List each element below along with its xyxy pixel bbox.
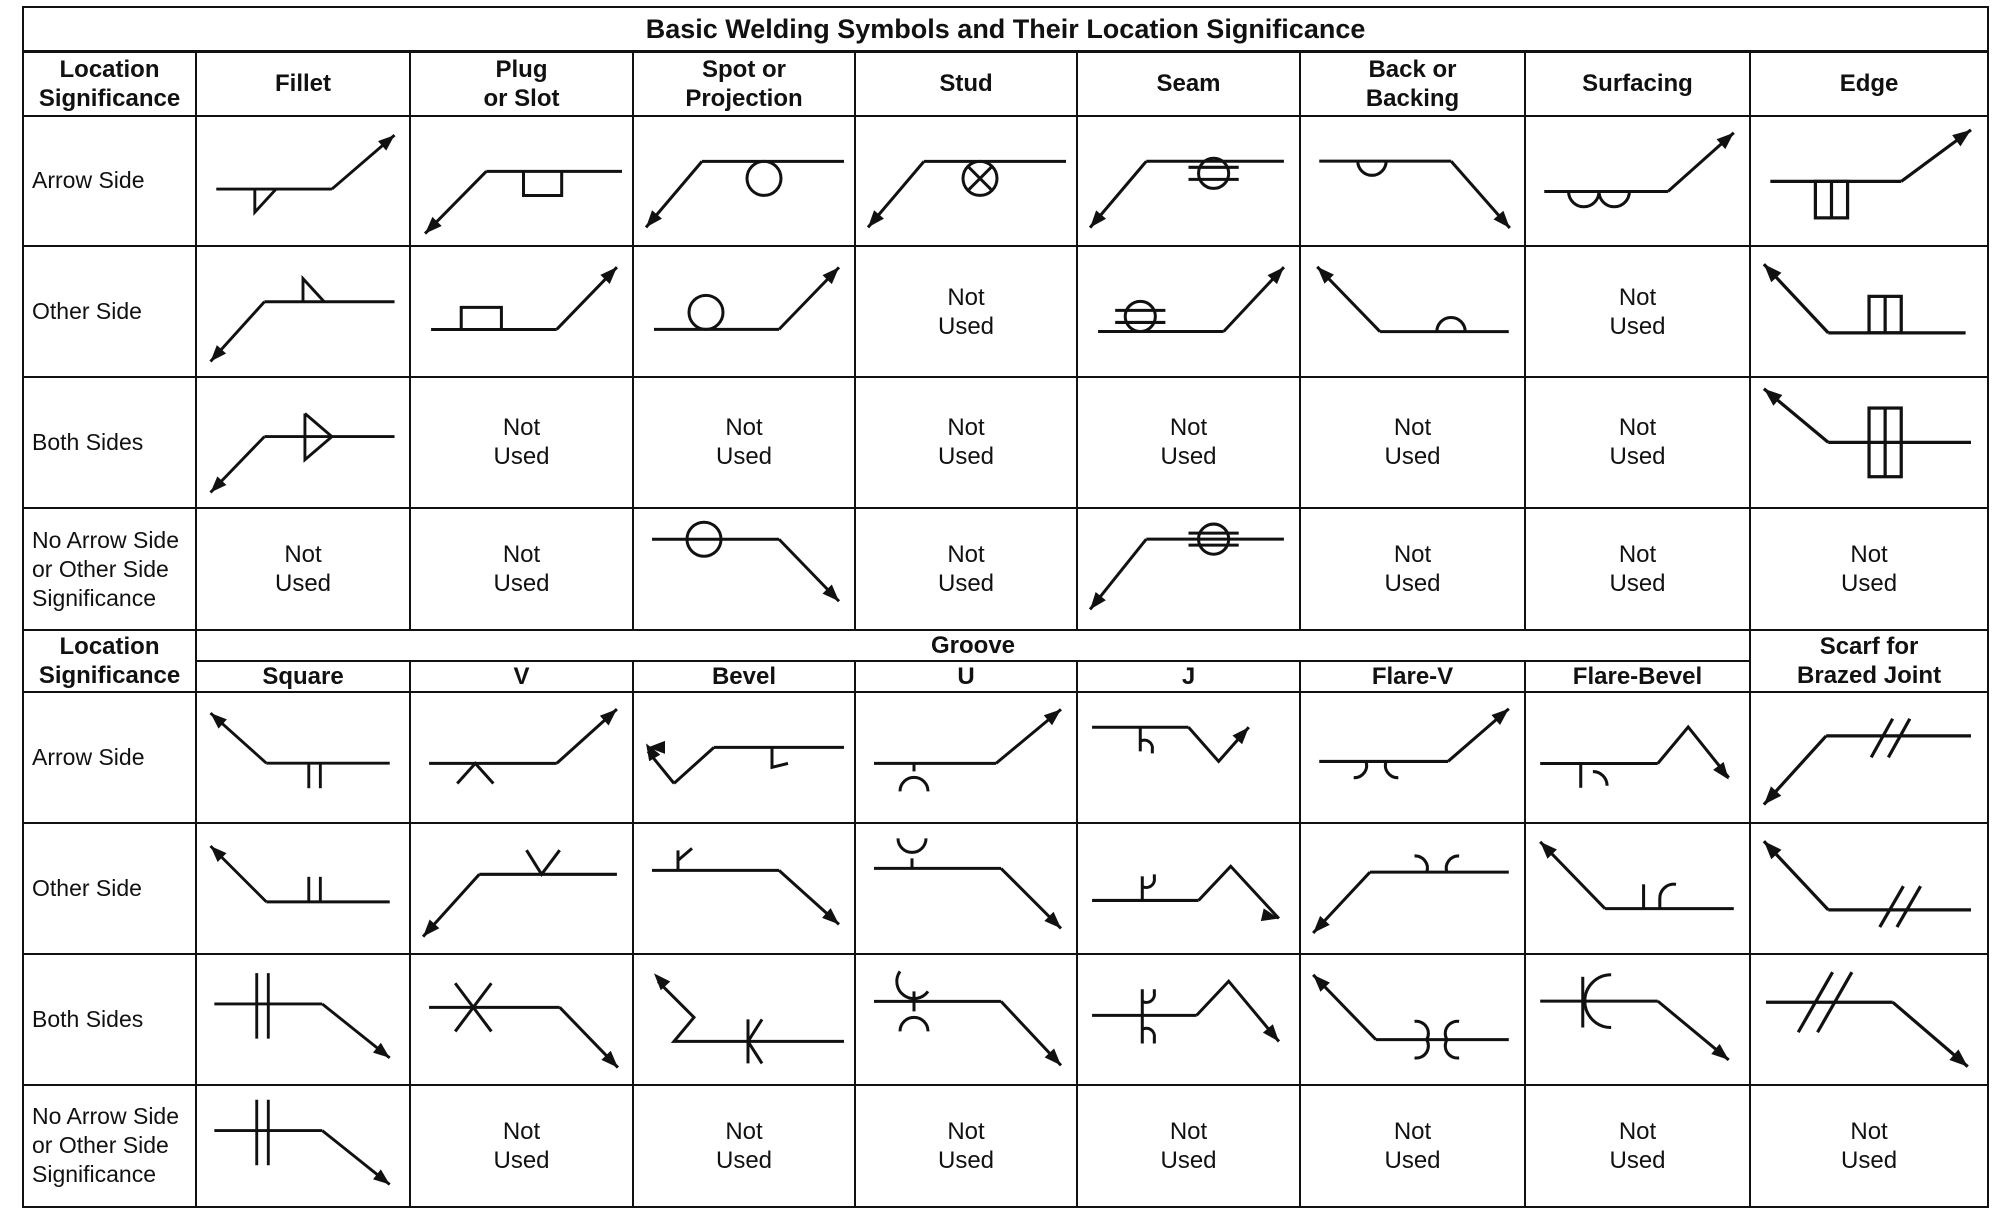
label-line: Brazed Joint [1797, 662, 1942, 690]
label-line: Not [1169, 1117, 1208, 1145]
bevel-arrow-symbol-cell [633, 692, 855, 823]
label-line: Not [284, 541, 322, 569]
edge-arrow-weld-symbol [1751, 117, 1987, 246]
v-other-symbol-cell [410, 823, 633, 954]
label-line: Not [1393, 414, 1432, 442]
label-line: Not [1618, 283, 1657, 311]
label-line: Not [1618, 1117, 1657, 1145]
u-both-symbol-cell [855, 954, 1077, 1085]
fillet-arrow-weld-symbol [197, 117, 409, 246]
surfacing-arrow-weld-symbol [1526, 117, 1749, 246]
label-line: Not [947, 283, 985, 311]
not-used-cell [1300, 377, 1525, 508]
j-arrow-weld-symbol [1078, 693, 1299, 822]
row-label [23, 377, 196, 508]
column-header-back [1300, 52, 1525, 116]
v-other-weld-symbol [411, 824, 632, 953]
seam-none-weld-symbol [1078, 509, 1299, 630]
label-line: Flare-Bevel [1572, 663, 1703, 691]
label-line: Not [947, 541, 985, 569]
label-line: Not [725, 1117, 763, 1145]
stud-arrow-weld-symbol [856, 117, 1076, 246]
not-used-cell [1300, 1085, 1525, 1207]
label-line: Used [1841, 1146, 1898, 1174]
label-line: Used [715, 1146, 773, 1174]
square-other-symbol-cell [196, 823, 410, 954]
column-header-square [196, 661, 410, 692]
label-line: Not [1618, 414, 1657, 442]
flarev-arrow-symbol-cell [1300, 692, 1525, 823]
flarebevel-other-weld-symbol [1526, 824, 1749, 953]
stud-arrow-symbol-cell [855, 116, 1077, 247]
u-other-weld-symbol [856, 824, 1076, 953]
not-used-cell [1077, 377, 1300, 508]
seam-other-symbol-cell [1077, 246, 1300, 377]
label-line: Used [493, 443, 550, 471]
plug-other-symbol-cell [410, 246, 633, 377]
label-line: Seam [1156, 70, 1221, 98]
square-other-weld-symbol [197, 824, 409, 953]
bevel-both-symbol-cell [633, 954, 855, 1085]
flarev-other-symbol-cell [1300, 823, 1525, 954]
groove-group-header: Groove [196, 630, 1750, 661]
v-both-weld-symbol [411, 955, 632, 1084]
label-line: Not [725, 414, 763, 442]
u-other-symbol-cell [855, 823, 1077, 954]
column-header-stud [855, 52, 1077, 116]
row-label [23, 823, 196, 954]
not-used-cell [1300, 508, 1525, 631]
label-line: Used [1841, 570, 1898, 598]
not-used-cell [410, 1085, 633, 1207]
label-line: or Other Side [32, 1132, 169, 1159]
flarev-both-symbol-cell [1300, 954, 1525, 1085]
label-line: Used [1160, 1146, 1217, 1174]
surfacing-arrow-symbol-cell [1525, 116, 1750, 247]
label-line: Plug [495, 55, 548, 83]
label-line: Significance [32, 584, 157, 611]
label-line: Both Sides [32, 428, 144, 455]
not-used-cell [1525, 377, 1750, 508]
not-used-cell [1525, 508, 1750, 631]
label-line: Stud [939, 70, 993, 98]
label-line: Edge [1839, 70, 1899, 98]
scarf-other-symbol-cell [1750, 823, 1988, 954]
j-other-weld-symbol [1078, 824, 1299, 953]
u-arrow-weld-symbol [856, 693, 1076, 822]
edge-both-symbol-cell [1750, 377, 1988, 508]
plug-arrow-symbol-cell [410, 116, 633, 247]
not-used-cell [633, 377, 855, 508]
fillet-both-weld-symbol [197, 378, 409, 507]
fillet-other-symbol-cell [196, 246, 410, 377]
seam-none-symbol-cell [1077, 508, 1300, 631]
label-line: Used [937, 312, 995, 340]
bevel-other-symbol-cell [633, 823, 855, 954]
label-line: Significance [38, 662, 181, 690]
label-line: Arrow Side [32, 744, 145, 771]
label-line: Not [1850, 1117, 1888, 1145]
label-line: Other Side [32, 874, 142, 901]
label-line: Not [502, 541, 541, 569]
label-line: Flare-V [1371, 663, 1454, 691]
plug-other-weld-symbol [411, 247, 632, 376]
not-used-cell [1077, 1085, 1300, 1207]
label-line: Not [947, 414, 985, 442]
column-header-j [1077, 661, 1300, 692]
label-line: Not [1393, 541, 1432, 569]
label-line: Bevel [711, 663, 777, 691]
column-header-bevel [633, 661, 855, 692]
table-row [23, 116, 1988, 247]
label-line: Back or [1368, 55, 1457, 83]
square-arrow-symbol-cell [196, 692, 410, 823]
column-header-spot [633, 52, 855, 116]
bevel-other-weld-symbol [634, 824, 854, 953]
label-line: No Arrow Side [32, 526, 180, 553]
label-line: Significance [32, 1161, 157, 1188]
j-other-symbol-cell [1077, 823, 1300, 954]
label-line: Used [1384, 570, 1441, 598]
flarev-other-weld-symbol [1301, 824, 1524, 953]
not-used-cell [855, 377, 1077, 508]
label-line: Not [1850, 541, 1888, 569]
back-other-symbol-cell [1300, 246, 1525, 377]
label-line: V [513, 663, 530, 691]
column-header-seam [1077, 52, 1300, 116]
spot-none-symbol-cell [633, 508, 855, 631]
column-header-surfacing [1525, 52, 1750, 116]
table-row [23, 377, 1988, 508]
label-line: Used [937, 570, 995, 598]
row-label [23, 116, 196, 247]
not-used-cell [196, 508, 410, 631]
spot-none-weld-symbol [634, 509, 854, 630]
label-line: U [957, 663, 975, 691]
column-header-plug [410, 52, 633, 116]
welding-symbols-table [22, 6, 1989, 1208]
label-line: Not [502, 414, 541, 442]
label-line: Surfacing [1582, 70, 1693, 98]
label-line: Used [1609, 570, 1666, 598]
label-line: Used [937, 1146, 995, 1174]
not-used-cell [1750, 1085, 1988, 1207]
flarebevel-arrow-weld-symbol [1526, 693, 1749, 822]
edge-both-weld-symbol [1751, 378, 1987, 507]
label-line: Spot or [702, 55, 786, 83]
location-significance-header-2 [23, 630, 196, 692]
row-label [23, 246, 196, 377]
edge-other-symbol-cell [1750, 246, 1988, 377]
scarf-both-symbol-cell [1750, 954, 1988, 1085]
seam-arrow-weld-symbol [1078, 117, 1299, 246]
not-used-cell [633, 1085, 855, 1207]
column-header-fillet [196, 52, 410, 116]
scarf-both-weld-symbol [1751, 955, 1987, 1084]
flarev-arrow-weld-symbol [1301, 693, 1524, 822]
fillet-other-weld-symbol [197, 247, 409, 376]
back-other-weld-symbol [1301, 247, 1524, 376]
not-used-cell [855, 1085, 1077, 1207]
spot-arrow-symbol-cell [633, 116, 855, 247]
table-row [23, 246, 1988, 377]
label-line: Not [947, 1117, 985, 1145]
v-arrow-weld-symbol [411, 693, 632, 822]
flarebevel-both-symbol-cell [1525, 954, 1750, 1085]
label-line: Used [1609, 312, 1666, 340]
flarebevel-both-weld-symbol [1526, 955, 1749, 1084]
column-header-scarf [1750, 630, 1988, 692]
flarebevel-arrow-symbol-cell [1525, 692, 1750, 823]
seam-other-weld-symbol [1078, 247, 1299, 376]
square-both-symbol-cell [196, 954, 410, 1085]
location-significance-header [23, 52, 196, 116]
label-line: Used [1384, 443, 1441, 471]
label-line: Used [1609, 1146, 1666, 1174]
title-row [23, 7, 1988, 52]
row-label [23, 954, 196, 1085]
label-line: Not [1393, 1117, 1432, 1145]
not-used-cell [410, 508, 633, 631]
label-line: Used [937, 443, 995, 471]
u-arrow-symbol-cell [855, 692, 1077, 823]
label-line: or Slot [483, 84, 560, 112]
plug-arrow-weld-symbol [411, 117, 632, 246]
fillet-both-symbol-cell [196, 377, 410, 508]
table-row [23, 508, 1988, 631]
label-line: Projection [685, 84, 803, 112]
label-line: Arrow Side [32, 167, 145, 194]
label-line: Used [274, 570, 332, 598]
spot-other-symbol-cell [633, 246, 855, 377]
not-used-cell [1525, 1085, 1750, 1207]
label-line: Used [1609, 443, 1666, 471]
not-used-cell [1525, 246, 1750, 377]
label-line: Fillet [274, 70, 331, 98]
j-both-symbol-cell [1077, 954, 1300, 1085]
not-used-cell [855, 508, 1077, 631]
label-line: Other Side [32, 298, 142, 325]
groove-header-row [23, 630, 1988, 661]
not-used-cell [855, 246, 1077, 377]
row-label [23, 508, 196, 631]
bevel-arrow-weld-symbol [634, 693, 854, 822]
column-header-v [410, 661, 633, 692]
fillet-arrow-symbol-cell [196, 116, 410, 247]
edge-other-weld-symbol [1751, 247, 1987, 376]
scarf-arrow-weld-symbol [1751, 693, 1987, 822]
label-line: Location [59, 633, 160, 661]
u-both-weld-symbol [856, 955, 1076, 1084]
label-line: Both Sides [32, 1005, 144, 1032]
table-row [23, 823, 1988, 954]
spot-arrow-weld-symbol [634, 117, 854, 246]
square-arrow-weld-symbol [197, 693, 409, 822]
label-line: Square [262, 663, 344, 691]
label-line: Used [493, 570, 550, 598]
label-line: Not [1169, 414, 1208, 442]
table-title: Basic Welding Symbols and Their Location Significance [23, 7, 1988, 52]
not-used-cell [1750, 508, 1988, 631]
label-line: or Other Side [32, 555, 169, 582]
top-header-row [23, 52, 1988, 116]
v-arrow-symbol-cell [410, 692, 633, 823]
bevel-both-weld-symbol [634, 955, 854, 1084]
j-both-weld-symbol [1078, 955, 1299, 1084]
back-arrow-weld-symbol [1301, 117, 1524, 246]
v-both-symbol-cell [410, 954, 633, 1085]
scarf-other-weld-symbol [1751, 824, 1987, 953]
column-header-edge [1750, 52, 1988, 116]
seam-arrow-symbol-cell [1077, 116, 1300, 247]
edge-arrow-symbol-cell [1750, 116, 1988, 247]
label-line: Used [715, 443, 773, 471]
groove-subheader-row [23, 661, 1988, 692]
label-line: J [1181, 663, 1196, 691]
label-line: Significance [38, 84, 181, 112]
label-line: Used [1160, 443, 1217, 471]
spot-other-weld-symbol [634, 247, 854, 376]
scarf-arrow-symbol-cell [1750, 692, 1988, 823]
flarev-both-weld-symbol [1301, 955, 1524, 1084]
label-line: Scarf for [1819, 633, 1919, 661]
table-row [23, 692, 1988, 823]
table-row [23, 1085, 1988, 1207]
label-line: Not [502, 1117, 541, 1145]
column-header-u [855, 661, 1077, 692]
label-line: Used [493, 1146, 550, 1174]
label-line: Used [1384, 1146, 1441, 1174]
square-none-symbol-cell [196, 1085, 410, 1207]
column-header-flarebevel [1525, 661, 1750, 692]
square-both-weld-symbol [197, 955, 409, 1084]
label-line: Backing [1365, 84, 1460, 112]
not-used-cell [410, 377, 633, 508]
row-label [23, 1085, 196, 1207]
row-label [23, 692, 196, 823]
label-line: No Arrow Side [32, 1103, 180, 1130]
column-header-flarev [1300, 661, 1525, 692]
label-line: Location [59, 55, 160, 83]
table-row [23, 954, 1988, 1085]
back-arrow-symbol-cell [1300, 116, 1525, 247]
flarebevel-other-symbol-cell [1525, 823, 1750, 954]
label-line: Not [1618, 541, 1657, 569]
square-none-weld-symbol [197, 1086, 409, 1206]
j-arrow-symbol-cell [1077, 692, 1300, 823]
